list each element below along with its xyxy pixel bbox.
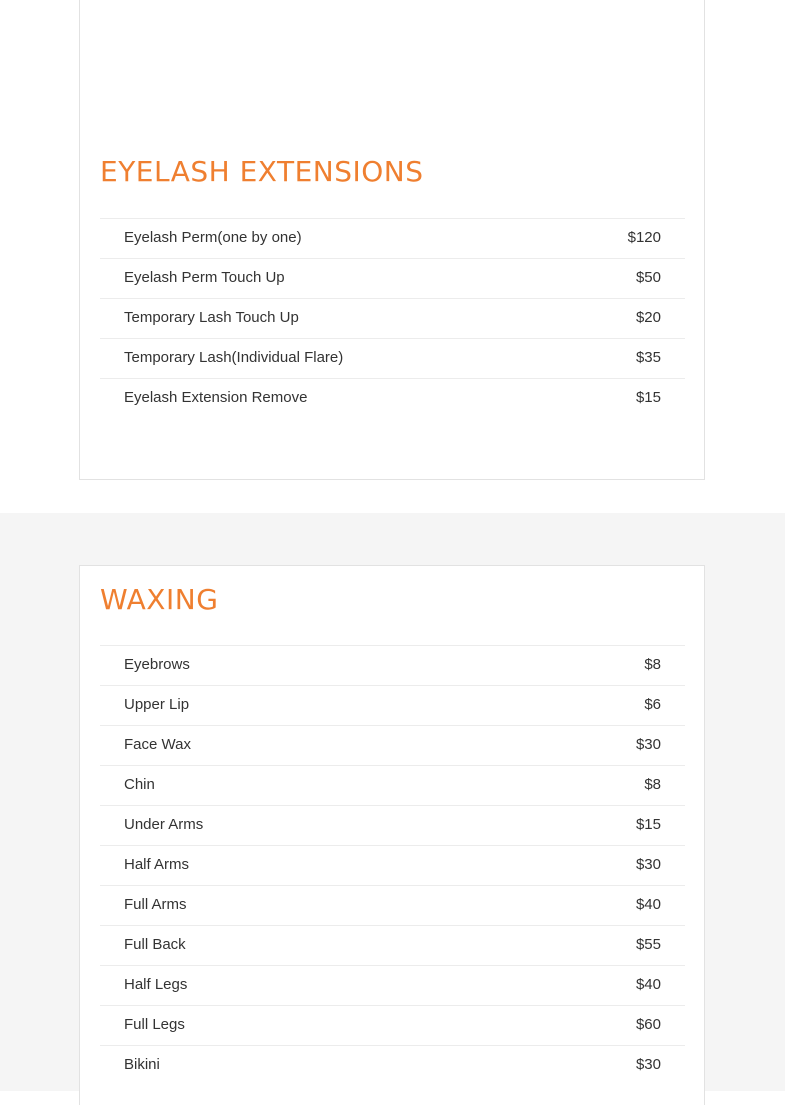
price-row [100,378,685,418]
price-row [100,725,685,765]
service-name: Full Legs [124,1016,185,1033]
service-name: Face Wax [124,736,191,753]
service-price: $50 [635,269,661,286]
service-name: Full Back [124,936,186,953]
service-name: Upper Lip [124,696,190,713]
service-price: $15 [635,816,661,833]
service-price: $15 [635,389,661,406]
waxing-card [79,565,705,1105]
waxing-title: WAXING [100,583,219,616]
eyelash-extensions-title: EYELASH EXTENSIONS [100,155,424,188]
service-name: Temporary Lash Touch Up [124,309,299,326]
price-row [100,925,685,965]
service-name: Temporary Lash(Individual Flare) [124,349,344,366]
service-name: Eyelash Perm Touch Up [124,269,285,286]
price-row [100,845,685,885]
price-row [100,298,685,338]
price-row [100,338,685,378]
price-row [100,685,685,725]
service-price: $30 [635,736,661,753]
service-price: $20 [635,309,661,326]
service-name: Eyebrows [124,656,190,673]
service-price: $40 [635,896,661,913]
service-price: $6 [644,696,661,713]
price-row [100,645,685,685]
service-name: Half Arms [124,856,190,873]
price-row [100,258,685,298]
service-price: $120 [627,229,661,246]
price-row [100,1005,685,1045]
price-row [100,765,685,805]
price-row [100,805,685,845]
price-row [100,218,685,258]
waxing-price-list [100,645,685,1085]
service-name: Eyelash Extension Remove [124,389,308,406]
service-price: $30 [635,1056,661,1073]
eyelash-price-list [100,218,685,418]
service-name: Eyelash Perm(one by one) [124,229,302,246]
service-price: $40 [635,976,661,993]
service-name: Under Arms [124,816,204,833]
service-price: $35 [635,349,661,366]
service-price: $8 [644,656,661,673]
price-row [100,965,685,1005]
price-row [100,885,685,925]
service-price: $60 [635,1016,661,1033]
service-name: Chin [124,776,155,793]
service-name: Full Arms [124,896,187,913]
service-price: $30 [635,856,661,873]
eyelash-extensions-card [79,0,705,480]
service-price: $8 [644,776,661,793]
service-price: $55 [635,936,661,953]
service-name: Bikini [124,1056,160,1073]
price-row [100,1045,685,1085]
service-name: Half Legs [124,976,188,993]
